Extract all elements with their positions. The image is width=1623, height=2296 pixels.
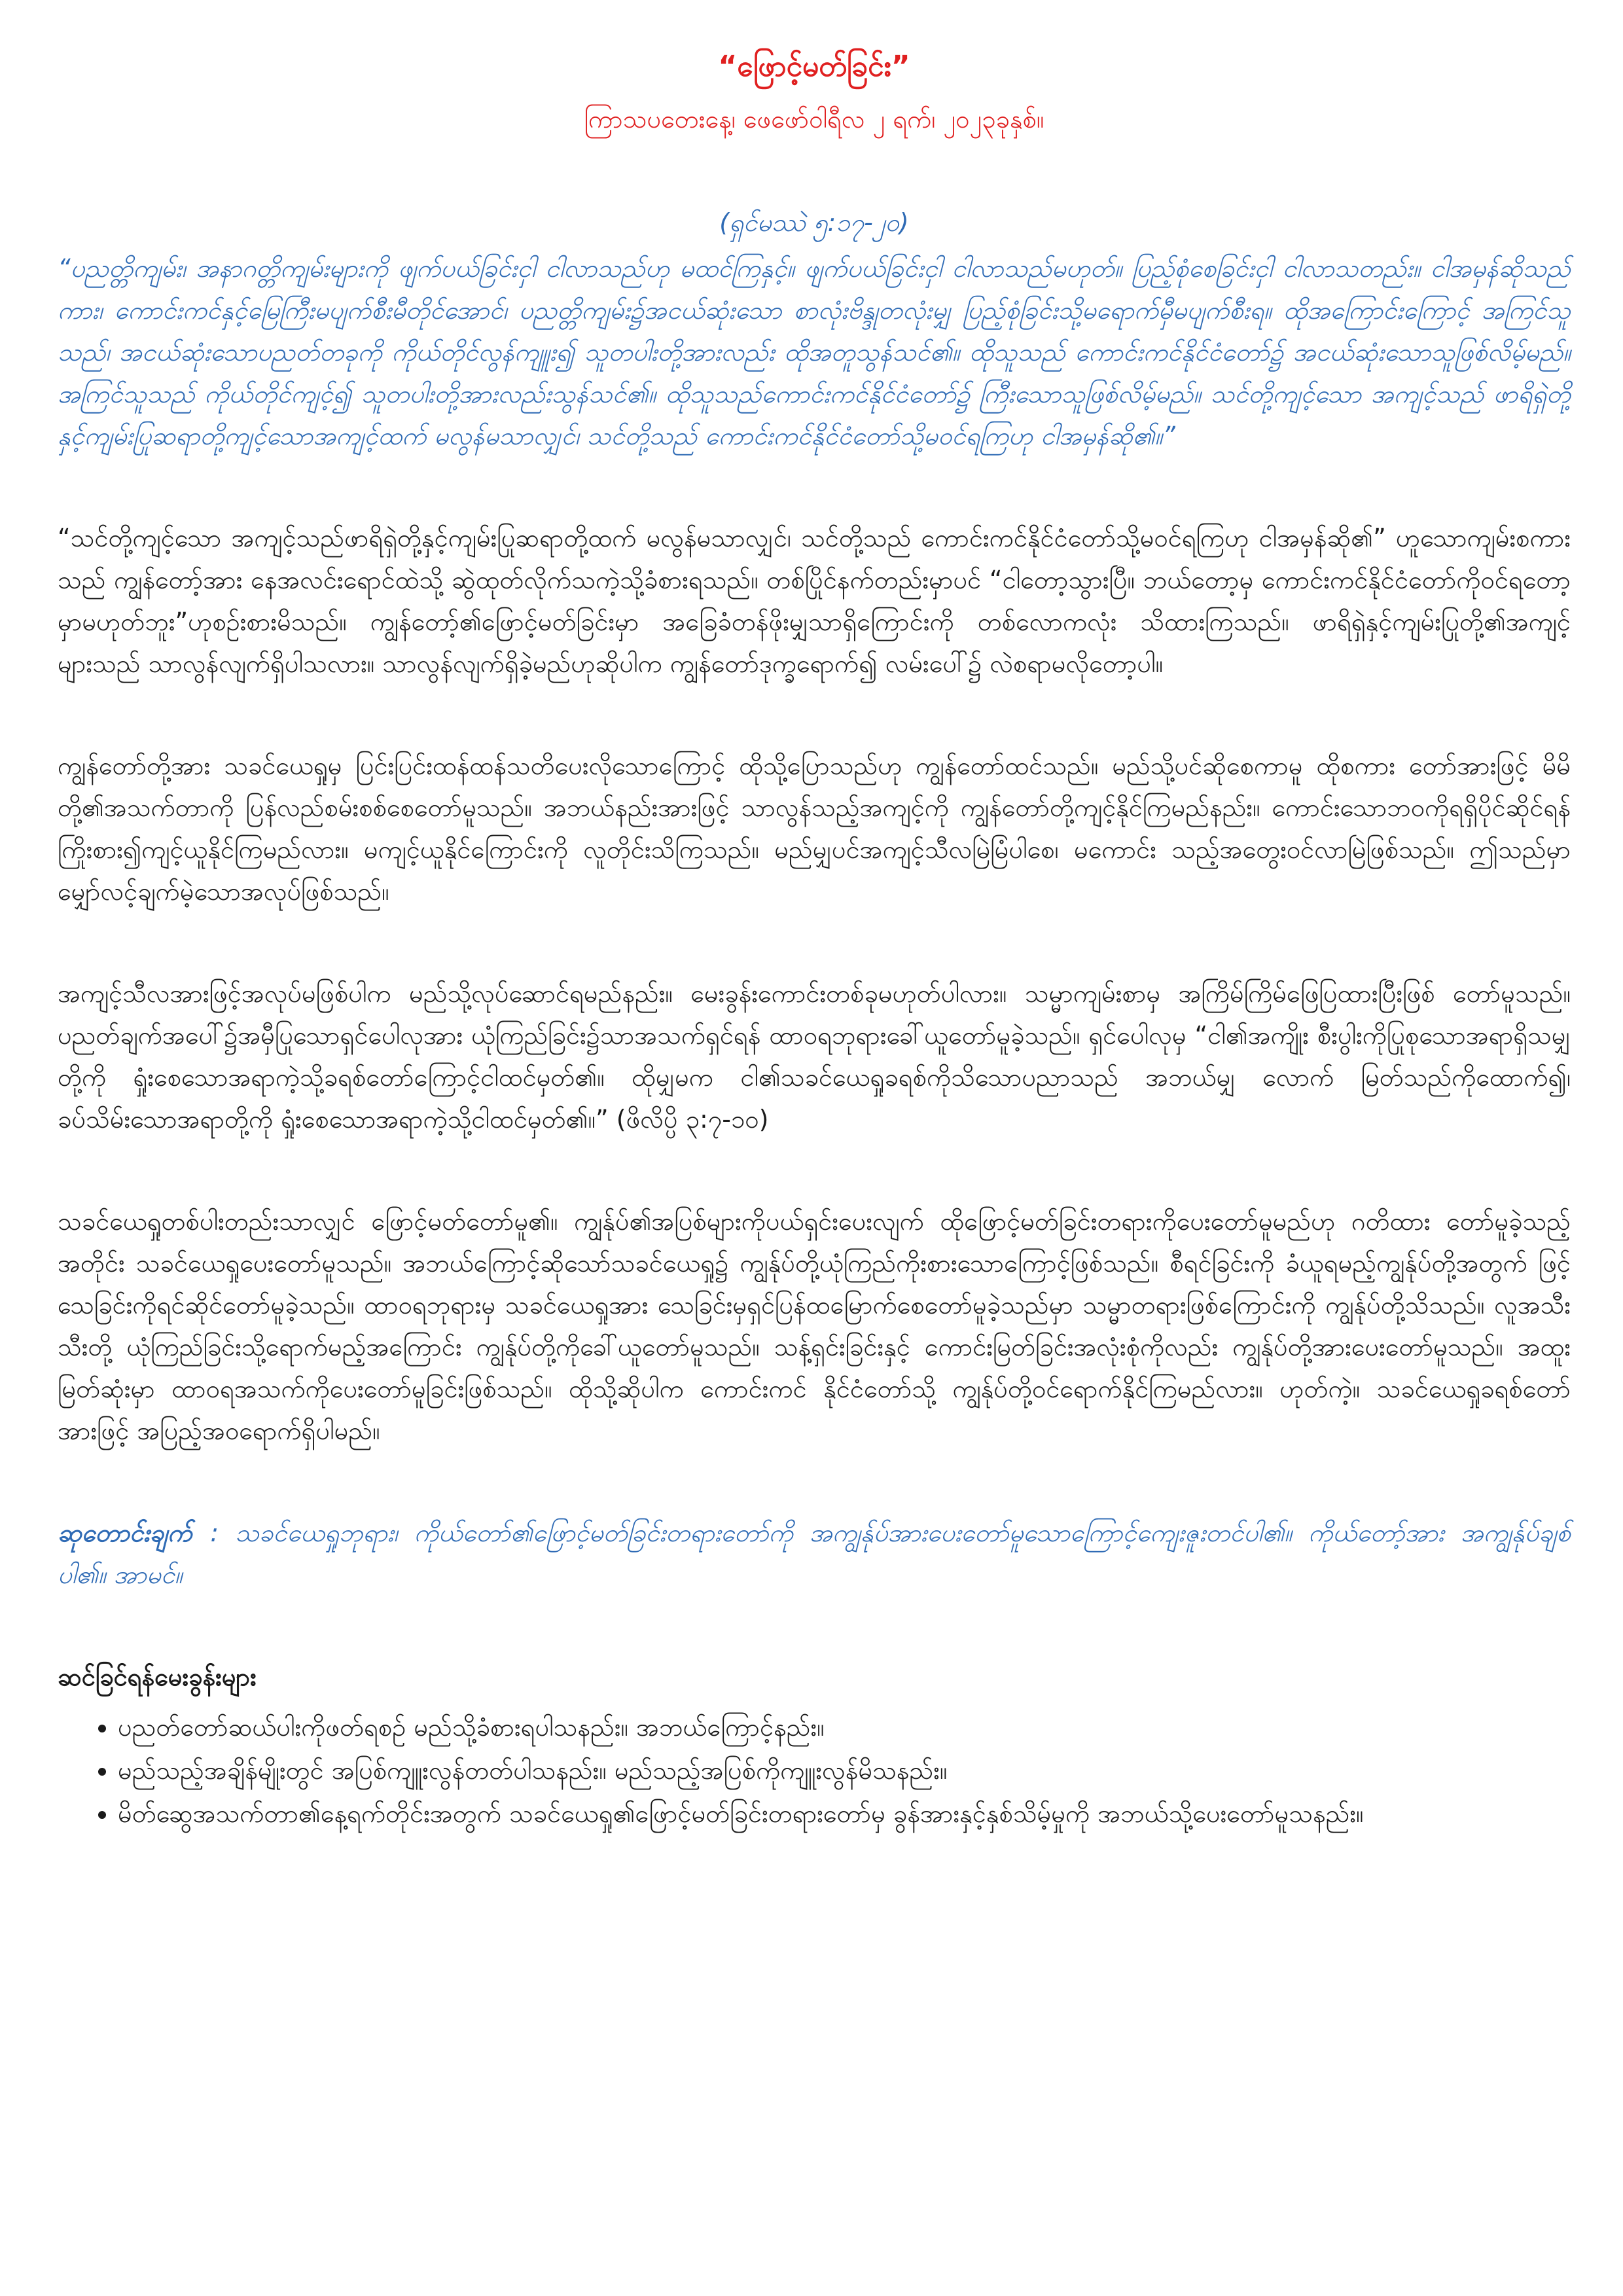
scripture-text: “ပညတ္တိကျမ်း၊ အနာဂတ္တိကျမ်းများကို ဖျက်ပယ်ခြင်းငှါ ငါလာသည်ဟု မထင်ကြနှင့်။ ဖျက်ပယ်ခြင်းငှါ ငါလာသည်မဟုတ်။ ပြည့်စုံစေခြင်းငှါ ငါလာသတည်း။ ငါအမှန်ဆိုသည်ကား၊ ကောင်းကင်နှင့်မြေကြီးမပျက်စီးမီတိုင်အောင်၊ ပညတ္တိကျမ်း၌အငယ်ဆုံးသော စာလုံးဗိန္ဒုတလုံးမျှ ပြည့်စုံခြင်းသို့မရောက်မှီမပျက်စီးရ။ ထိုအကြောင်းကြောင့် အကြင်သူသည်၊ အငယ်ဆုံးသောပညတ်တခုကို ကိုယ်တိုင်လွန်ကျူး၍ သူတပါးတို့အားလည်း ထိုအတူသွန်သင်၏။ ထိုသူသည် ကောင်းကင်နိုင်ငံတော်၌ အငယ်ဆုံးသောသူဖြစ်လိမ့်မည်။ အကြင်သူသည် ကိုယ်တိုင်ကျင့်၍ သူတပါးတို့အားလည်းသွန်သင်၏။ ထိုသူသည်ကောင်းကင်နိုင်ငံတော်၌ ကြီးသောသူဖြစ်လိမ့်မည်။ သင်တို့ကျင့်သော အကျင့်သည် ဖာရိရှဲတို့နှင့်ကျမ်းပြုဆရာတို့ကျင့်သောအကျင့်ထက် မလွန်မသာလျှင်၊ သင်တို့သည် ကောင်းကင်နိုင်ငံတော်သို့မဝင်ရကြဟု ငါအမှန်ဆို၏။” (58, 254, 1571, 450)
body-paragraph-4: သခင်ယေရှုတစ်ပါးတည်းသာလျှင် ဖြောင့်မတ်တော်မူ၏။ ကျွန်ုပ်၏အပြစ်များကိုပယ်ရှင်းပေးလျက် ထိုဖြောင့်မတ်ခြင်းတရားကိုပေးတော်မူမည်ဟု ဂတိထား တော်မူခဲ့သည့်အတိုင်း သခင်ယေရှုပေးတော်မူသည်။ အဘယ်ကြောင့်ဆိုသော်သခင်ယေရှု၌ ကျွန်ုပ်တို့ယုံကြည်ကိုးစားသောကြောင့်ဖြစ်သည်။ စီရင်ခြင်းကို ခံယူရမည့်ကျွန်ုပ်တို့အတွက် ဖြင့်သေခြင်းကိုရင်ဆိုင်တော်မူခဲ့သည်။ ထာဝရဘုရားမှ သခင်ယေရှုအား သေခြင်းမှရှင်ပြန်ထမြောက်စေတော်မူခဲ့သည်မှာ သမ္မာတရားဖြစ်ကြောင်းကို ကျွန်ုပ်တို့သိသည်။ လူအသီးသီးတို့ ယုံကြည်ခြင်းသို့ရောက်မည့်အကြောင်း ကျွန်ုပ်တို့ကိုခေါ်ယူတော်မူသည်။ သန့်ရှင်းခြင်းနှင့် ကောင်းမြတ်ခြင်းအလုံးစုံကိုလည်း ကျွန်ုပ်တို့အားပေးတော်မူသည်။ အထူးမြတ်ဆုံးမှာ ထာဝရအသက်ကိုပေးတော်မူခြင်းဖြစ်သည်။ ထိုသို့ဆိုပါက ကောင်းကင် နိုင်ငံတော်သို့ ကျွန်ုပ်တို့ဝင်ရောက်နိုင်ကြမည်လား။ ဟုတ်ကဲ့။ သခင်ယေရှုခရစ်တော်အားဖြင့် အပြည့်အဝရောက်ရှိပါမည်။ (58, 1207, 1571, 1445)
body-paragraph-3: အကျင့်သီလအားဖြင့်အလုပ်မဖြစ်ပါက မည်သို့လုပ်ဆောင်ရမည်နည်း။ မေးခွန်းကောင်းတစ်ခုမဟုတ်ပါလား။ သမ္မာကျမ်းစာမှ အကြိမ်ကြိမ်ဖြေပြထားပြီးဖြစ် တော်မူသည်။ ပညတ်ချက်အပေါ်၌အမှီပြုသောရှင်ပေါလုအား ယုံကြည်ခြင်း၌သာအသက်ရှင်ရန် ထာဝရဘုရားခေါ်ယူတော်မူခဲ့သည်။ ရှင်ပေါလုမှ “ငါ၏အကျိုး စီးပွါးကိုပြုစုသောအရာရှိသမျှတို့ကို ရှုံးစေသောအရာကဲ့သို့ခရစ်တော်ကြောင့်ငါထင်မှတ်၏။ ထိုမျှမက ငါ၏သခင်ယေရှုခရစ်ကိုသိသောပညာသည် အဘယ်မျှ လောက် မြတ်သည်ကိုထောက်၍၊ ခပ်သိမ်းသောအရာတို့ကို ရှုံးစေသောအရာကဲ့သို့ငါထင်မှတ်၏။” (ဖိလိပ္ပိ ၃:၇-၁၀) (58, 979, 1571, 1134)
prayer (58, 1512, 1571, 1596)
body-paragraph-2: ကျွန်တော်တို့အား သခင်ယေရှုမှ ပြင်းပြင်းထန်ထန်သတိပေးလိုသောကြောင့် ထိုသို့ပြောသည်ဟု ကျွန်တော်ထင်သည်။ မည်သို့ပင်ဆိုစေကာမူ ထိုစကား တော်အားဖြင့် မိမိတို့၏အသက်တာကို ပြန်လည်စမ်းစစ်စေတော်မူသည်။ အဘယ်နည်းအားဖြင့် သာလွန်သည့်အကျင့်ကို ကျွန်တော်တို့ကျင့်နိုင်ကြမည်နည်း။ ကောင်းသောဘဝကိုရရှိပိုင်ဆိုင်ရန် ကြိုးစား၍ကျင့်ယူနိုင်ကြမည်လား။ မကျင့်ယူနိုင်ကြောင်းကို လူတိုင်းသိကြသည်။ မည်မျှပင်အကျင့်သီလမြဲမြံပါစေ၊ မကောင်း သည့်အတွေးဝင်လာမြဲဖြစ်သည်။ ဤသည်မှာ မျှော်လင့်ချက်မဲ့သောအလုပ်ဖြစ်သည်။ (58, 751, 1571, 906)
page-title: “ဖြောင့်မတ်ခြင်း” (718, 50, 910, 83)
question-item: • မိတ်ဆွေအသက်တာ၏နေ့ရက်တိုင်းအတွက် သခင်ယေရှု၏ဖြောင့်မတ်ခြင်းတရားတော်မှ ခွန်အားနှင့်နှစ်သိမ့်မှုကို အဘယ်သို့ပေးတော်မူသနည်း။ (118, 1792, 1571, 1835)
scripture-reference: (ရှင်မဿဲ ၅:၁၇-၂၀) (719, 208, 909, 237)
prayer-text: : သခင်ယေရှုဘုရား၊ ကိုယ်တော်၏ဖြောင့်မတ်ခြင်းတရားတော်ကို အကျွန်ုပ်အားပေးတော်မူသောကြောင့်ကျေးဇူးတင်ပါ၏။ ကိုယ်တော့်အား အကျွန်ုပ်ချစ်ပါ၏။ အာမင်။ (58, 1518, 1571, 1589)
date-line: ကြာသပတေးနေ့၊ ဖေဖော်ဝါရီလ ၂ ရက်၊ ၂၀၂၃ခုနှစ်။ (584, 105, 1044, 134)
prayer-label: ဆုတောင်းချက် (58, 1518, 192, 1547)
questions-list (58, 1706, 1571, 1835)
questions-heading: ဆင်ခြင်ရန်မေးခွန်းများ (58, 1662, 257, 1691)
question-item: • ပညတ်တော်ဆယ်ပါးကိုဖတ်ရစဉ် မည်သို့ခံစားရပါသနည်း။ အဘယ်ကြောင့်နည်း။ (118, 1706, 1571, 1749)
question-item: • မည်သည့်အချိန်မျိုးတွင် အပြစ်ကျူးလွန်တတ်ပါသနည်း။ မည်သည့်အပြစ်ကိုကျူးလွန်မိသနည်း။ (118, 1749, 1571, 1792)
body-paragraph-1: “သင်တို့ကျင့်သော အကျင့်သည်ဖာရိရှဲတို့နှင့်ကျမ်းပြုဆရာတို့ထက် မလွန်မသာလျှင်၊ သင်တို့သည် ကောင်းကင်နိုင်ငံတော်သို့မဝင်ရကြဟု ငါအမှန်ဆို၏” ဟူသောကျမ်းစကားသည် ကျွန်တော့်အား နေအလင်းရောင်ထဲသို့ ဆွဲထုတ်လိုက်သကဲ့သို့ခံစားရသည်။ တစ်ပြိုင်နက်တည်းမှာပင် “ငါတော့သွားပြီ။ ဘယ်တော့မှ ကောင်းကင်နိုင်ငံတော်ကိုဝင်ရတော့မှာမဟုတ်ဘူး”ဟုစဉ်းစားမိသည်။ ကျွန်တော့်၏ဖြောင့်မတ်ခြင်းမှာ အခြေခံတန်ဖိုးမျှသာရှိကြောင်းကို တစ်လောကလုံး သိထားကြသည်။ ဖာရိရှဲနှင့်ကျမ်းပြုတို့၏အကျင့်များသည် သာလွန်လျက်ရှိပါသလား။ သာလွန်လျက်ရှိခဲ့မည်ဟုဆိုပါက ကျွန်တော်ဒုက္ခရောက်၍ လမ်းပေါ်၌ လဲစရာမလိုတော့ပါ။ (58, 524, 1571, 678)
